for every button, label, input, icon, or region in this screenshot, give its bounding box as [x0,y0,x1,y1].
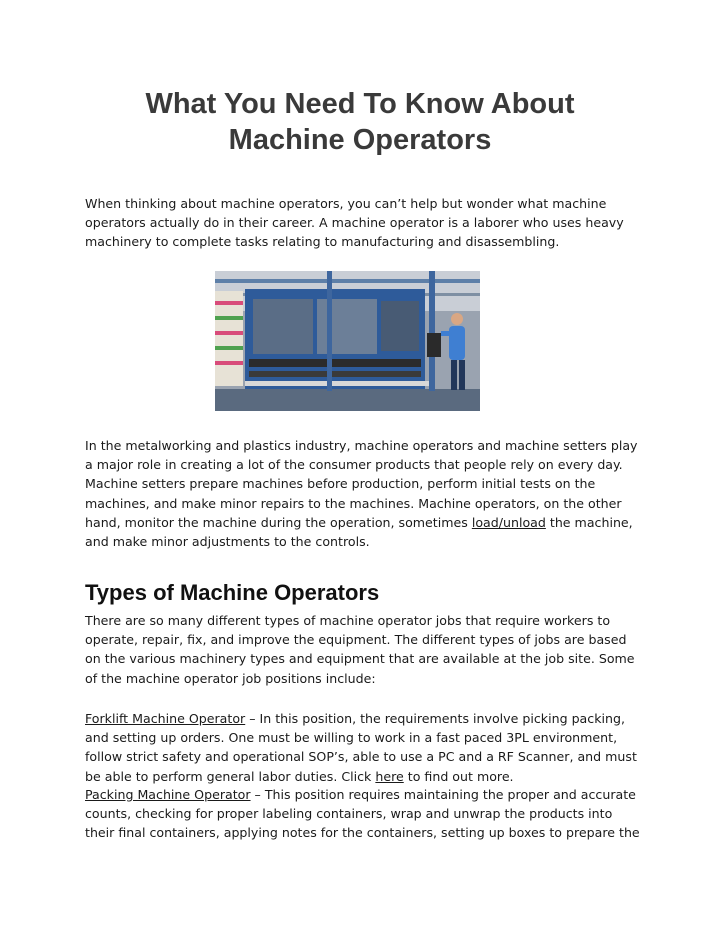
industry-text: In the metalworking and plastics industry, machine operators and machine setters play a major role in creating a lot of the consumer products that people rely on every day. Machine setters prepare machines before production, perform initial tests on the machines, and make minor repairs to the machines. Machine operators, on the other hand, monitor the machine during the operation, sometimes [85,438,638,530]
here-link[interactable]: here [375,768,404,784]
industry-text-end: the machine, and make minor adjustments to the controls. [85,514,633,550]
factory-illustration [215,271,480,411]
packing-paragraph [85,785,645,843]
packing-operator-link[interactable]: Packing Machine Operator [85,787,251,802]
forklift-operator-link[interactable]: Forklift Machine Operator [85,711,246,726]
section-heading: Types of Machine Operators [85,580,380,605]
load-unload-link[interactable]: load/unload [471,514,546,530]
forklift-text: – In this position, the requirements involve picking packing, and setting up orders. One must be willing to work in a fast paced 3PL environment, follow strict safety and operational SOP’s, able to use a PC and a RF Scanner, and must be able to perform general labor duties. Click [85,711,637,784]
title-line-1: What You Need To Know About [145,88,575,120]
packing-text: – This position requires maintaining the proper and accurate counts, checking for proper labeling containers, wrap and unwrap the products into their final containers, applying notes for the containers, setting up boxes to prepare the [85,787,640,841]
industry-paragraph [85,436,645,551]
intro-paragraph: When thinking about machine operators, you can’t help but wonder what machine operators actually do in their career. A machine operator is a laborer who uses heavy machinery to complete tasks relating to manufacturing and disassembling. [85,196,624,250]
machine-operator-photo [215,271,480,411]
title-line-2: Machine Operators [228,124,492,156]
types-intro-paragraph: There are so many different types of machine operator jobs that require workers to operate, repair, fix, and improve the equipment. The different types of jobs are based on the various machinery types and equipment that are available at the job site. Some of the machine operator job positions include: [85,613,635,686]
page-title [60,86,660,158]
forklift-text-end: to find out more. [403,768,514,784]
forklift-paragraph [85,709,645,786]
